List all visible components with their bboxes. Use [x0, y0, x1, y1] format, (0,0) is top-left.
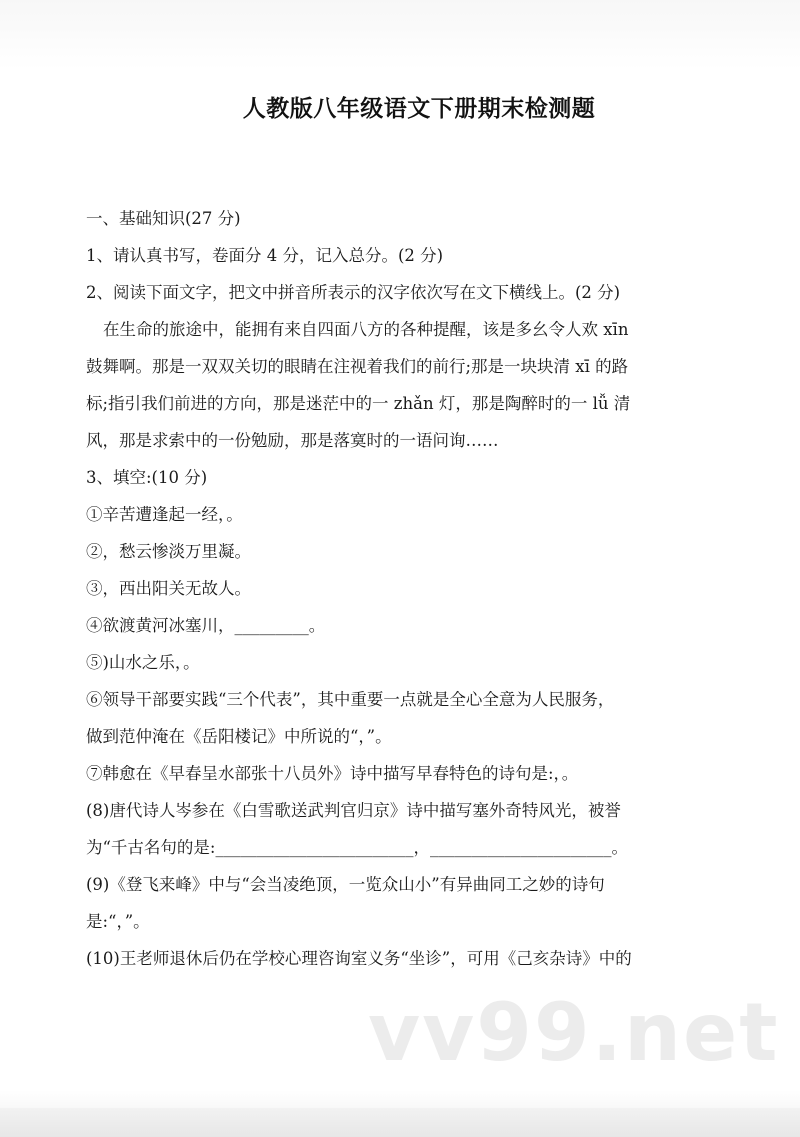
- fill-item-7: ⑦韩愈在《早春呈水部张十八员外》诗中描写早春特色的诗句是:，。: [86, 764, 579, 783]
- fill-item-9-line-2: 是:“，”。: [86, 912, 150, 931]
- fill-item-1: ①辛苦遭逢起一经，。: [86, 505, 243, 524]
- passage-line-1: 在生命的旅途中，能拥有来自四面八方的各种提醒，该是多幺令人欢 xīn: [103, 320, 629, 339]
- page-bottom-edge: [0, 1108, 800, 1137]
- passage-line-4: 风，那是求索中的一份勉励，那是落寞时的一语问询……: [86, 431, 499, 450]
- fill-item-2: ②，愁云惨淡万里凝。: [86, 542, 251, 561]
- fill-item-8-line-2: 为“千古名句的是:________________________，______________________。: [86, 838, 628, 857]
- document-body: [86, 200, 726, 977]
- watermark: vv99.net: [368, 986, 780, 1079]
- fill-item-10-line-1: (10)王老师退休后仍在学校心理咨询室义务“坐诊”，可用《己亥杂诗》中的: [86, 949, 632, 968]
- passage-line-2: 鼓舞啊。那是一双双关切的眼睛在注视着我们的前行;那是一块块清 xī 的路: [86, 357, 629, 376]
- document-title: 人教版八年级语文下册期末检测题: [242, 96, 596, 122]
- question-1: 1、请认真书写，卷面分 4 分，记入总分。(2 分): [86, 246, 444, 265]
- fill-item-4: ④欲渡黄河冰塞川，_________。: [86, 616, 326, 635]
- passage-line-3: 标;指引我们前进的方向，那是迷茫中的一 zhǎn 灯，那是陶醉时的一 lǚ 清: [86, 394, 631, 413]
- fill-item-5: ⑤)山水之乐，。: [86, 653, 200, 672]
- question-3: 3、填空:(10 分): [86, 468, 208, 487]
- fill-item-8-line-1: (8)唐代诗人岑参在《白雪歌送武判官归京》诗中描写塞外奇特风光，被誉: [86, 801, 621, 820]
- fill-item-3: ③，西出阳关无故人。: [86, 579, 251, 598]
- fill-item-6-line-1: ⑥领导干部要实践“三个代表”，其中重要一点就是全心全意为人民服务，: [86, 690, 615, 709]
- question-2: 2、阅读下面文字，把文中拼音所表示的汉字依次写在文下横线上。(2 分): [86, 283, 621, 302]
- section-heading: 一、基础知识(27 分): [86, 209, 241, 228]
- fill-item-9-line-1: (9)《登飞来峰》中与“会当凌绝顶，一览众山小”有异曲同工之妙的诗句: [86, 875, 605, 894]
- fill-item-6-line-2: 做到范仲淹在《岳阳楼记》中所说的“，”。: [86, 727, 392, 746]
